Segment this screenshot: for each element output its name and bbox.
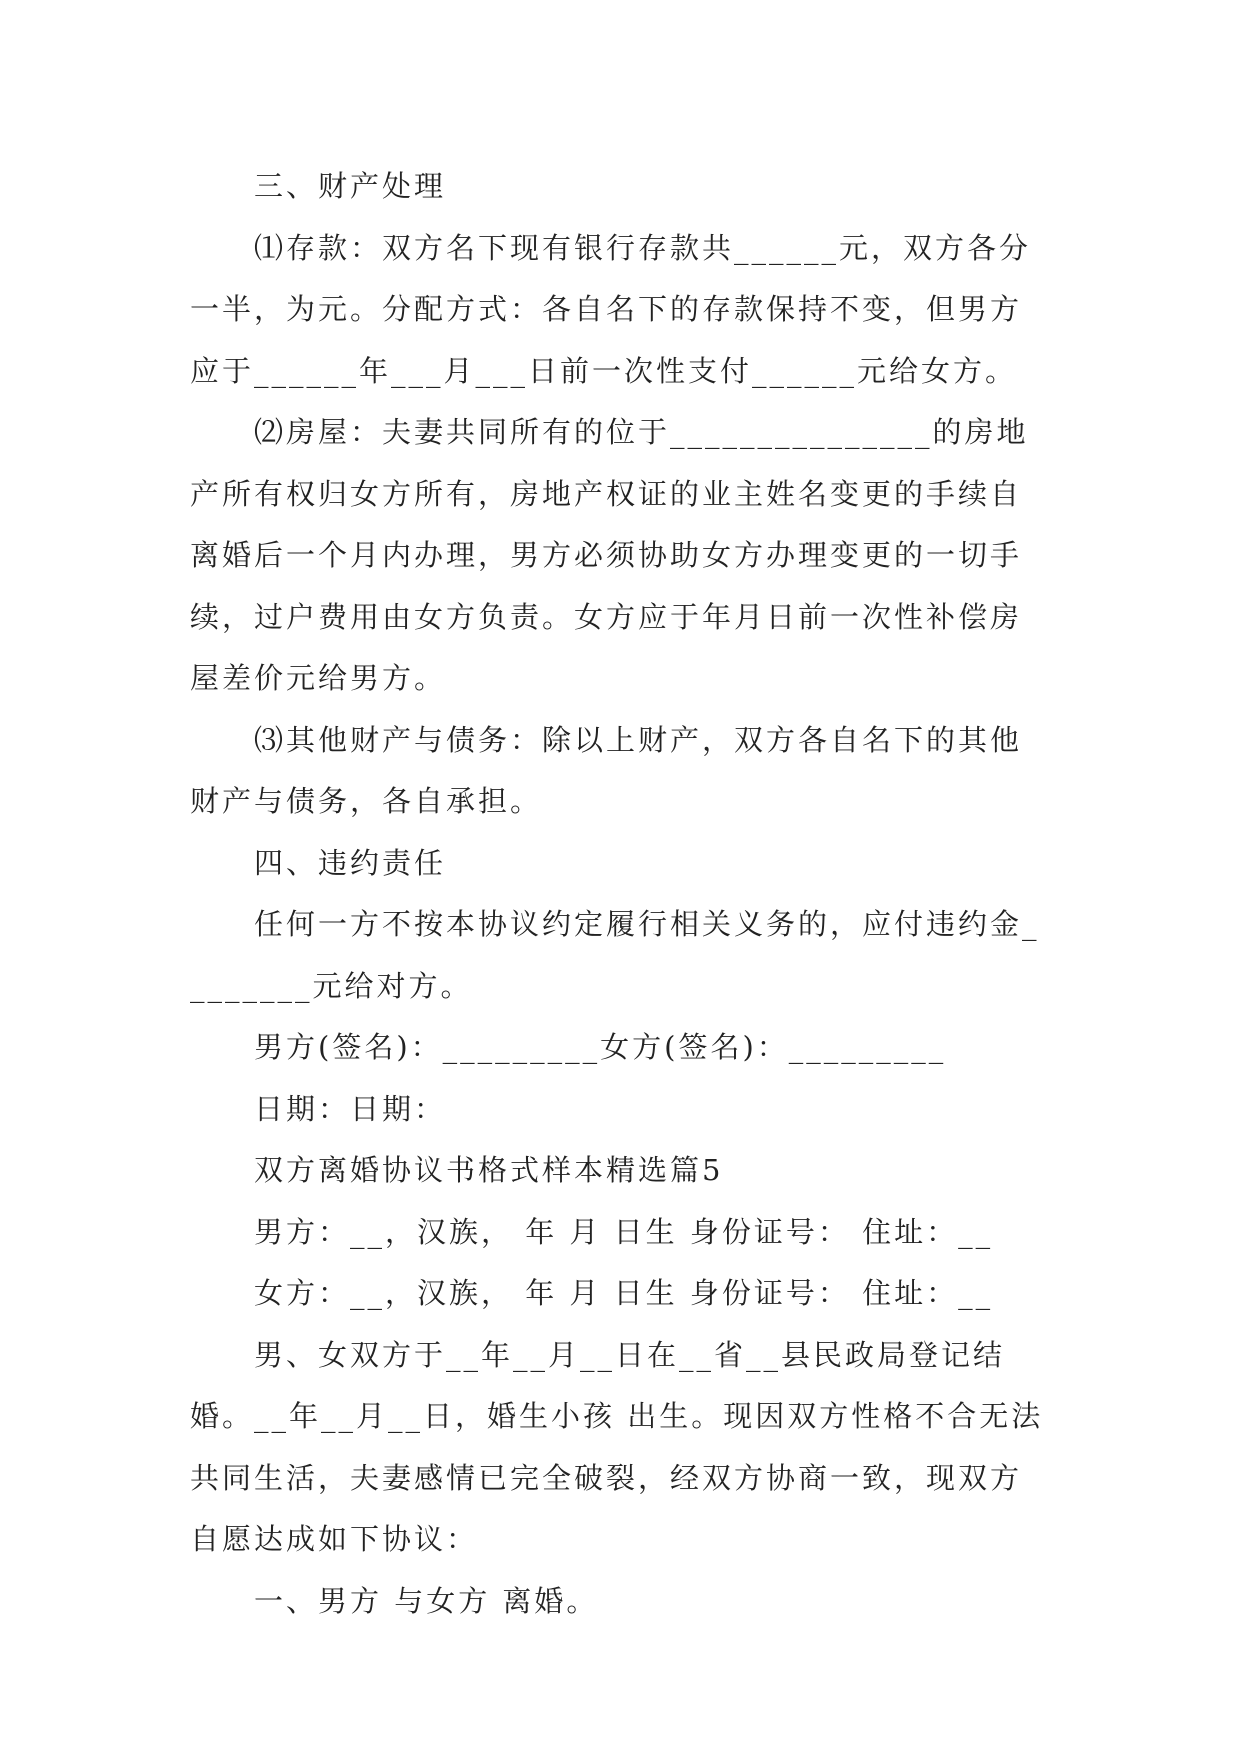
document-body xyxy=(190,156,1050,1632)
paragraph-background: 男、女双方于__年__月__日在__省__县民政局登记结婚。__年__月__日，婚生小孩 出生。现因双方性格不合无法共同生活，夫妻感情已完全破裂，经双方协商一致，现双方自愿达成如下协议： xyxy=(190,1337,1044,1556)
paragraph-breach: 任何一方不按本协议约定履行相关义务的，应付违约金________元给对方。 xyxy=(190,907,1040,1003)
clause-divorce: 一、男方 与女方 离婚。 xyxy=(254,1583,599,1618)
section-heading-breach: 四、违约责任 xyxy=(254,845,447,880)
paragraph-house: ⑵房屋：夫妻共同所有的位于_______________的房地产所有权归女方所有，房地产权证的业主姓名变更的手续自离婚后一个月内办理，男方必须协助女方办理变更的一切手续，过户费用由女方负责。女方应于年月日前一次性补偿房屋差价元给男方。 xyxy=(190,415,1029,695)
paragraph-savings: ⑴存款：双方名下现有银行存款共______元，双方各分一半，为元。分配方式：各自名下的存款保持不变，但男方应于______年___月___日前一次性支付______元给女方。 xyxy=(190,230,1032,388)
section-heading-property: 三、财产处理 xyxy=(254,169,447,203)
paragraph-other-property: ⑶其他财产与债务：除以上财产，双方各自名下的其他财产与债务，各自承担。 xyxy=(190,722,1023,818)
party-female: 女方：__，汉族， 年 月 日生 身份证号： 住址：__ xyxy=(254,1276,994,1310)
party-male: 男方：__，汉族， 年 月 日生 身份证号： 住址：__ xyxy=(254,1214,994,1249)
signature-line: 男方(签名)：_________女方(签名)：_________ xyxy=(254,1030,947,1064)
date-line: 日期：日期： xyxy=(254,1091,447,1126)
article-title: 双方离婚协议书格式样本精选篇5 xyxy=(254,1153,724,1187)
